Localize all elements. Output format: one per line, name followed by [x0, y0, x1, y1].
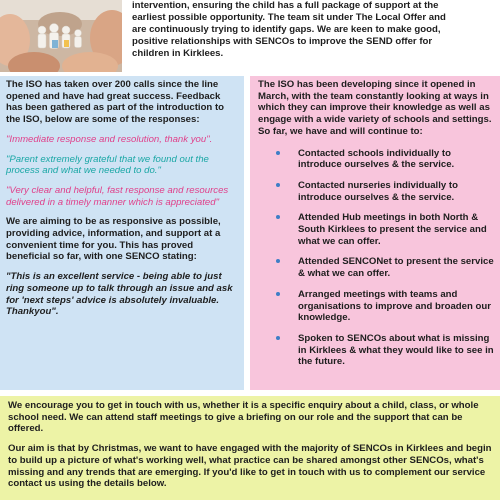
hands-family-photo: [0, 0, 122, 72]
feedback-panel: [0, 76, 244, 390]
bullet-icon: [276, 292, 280, 296]
intro-line: positive relationships with SENCOs to improve the SEND offer for: [132, 36, 433, 48]
list-item: Contacted schools individually to introduce ourselves & the service.: [268, 148, 494, 171]
bullet-icon: [276, 336, 280, 340]
intro-text: [132, 0, 496, 60]
responsive-text: We are aiming to be as responsive as possible, providing advice, information, and support at a convenient time for you. This has proved beneficial so far, with one SENCO stating:: [6, 216, 221, 263]
bullet-icon: [276, 259, 280, 263]
aim-text: Our aim is that by Christmas, we want to have engaged with the majority of SENCOs in Kirklees and begin to build up a picture of what's working well, what practice can be shared amongst other SENCOs, what's missing and any trends that are emerging. If you'd like to get in touch with us to complement our service contact us using the details below.: [8, 443, 492, 490]
bullet-icon: [276, 215, 280, 219]
intro-line: intervention, ensuring the child has a full package of support at the: [132, 0, 439, 11]
intro-line: are continuously trying to identify gaps. We are keen to make good,: [132, 24, 441, 36]
feedback-quote: "Immediate response and resolution, thank you".: [6, 133, 213, 145]
feedback-intro: The ISO has taken over 200 calls since the line opened and have had great success. Feedback has been gathered as part of the introduction to the ISO, below are some of the responses:: [6, 79, 225, 126]
list-item: Arranged meetings with teams and organisations to improve and broaden our knowledge.: [268, 289, 494, 324]
encourage-text: We encourage you to get in touch with us, whether it is a specific enquiry about a child, class, or whole school need. We can attend staff meetings to give a briefing on our role and the support that can be offered.: [8, 400, 479, 435]
contact-panel: [0, 396, 500, 500]
list-item: Contacted nurseries individually to introduce ourselves & the service.: [268, 180, 494, 203]
feedback-quote: "Very clear and helpful, fast response and resources delivered in a timely manner which is appreciated": [6, 184, 229, 208]
bullet-icon: [276, 183, 280, 187]
senco-quote: "This is an excellent service - being able to just ring someone up to talk through an issue and ask for 'next steps' advice is absolutely invaluable. Thankyou".: [6, 271, 233, 318]
intro-line: children in Kirklees.: [132, 48, 224, 60]
list-item: Attended SENCONet to present the service & what we can offer.: [268, 256, 494, 279]
intro-line: earliest possible opportunity. The team sit under The Local Offer and: [132, 12, 446, 24]
activity-list: [258, 148, 494, 369]
feedback-quote: "Parent extremely grateful that we found out the process and what we needed to do.": [6, 153, 209, 177]
list-item: Attended Hub meetings in both North & South Kirklees to present the service and what we can offer.: [268, 212, 494, 247]
bullet-icon: [276, 151, 280, 155]
development-panel: [250, 76, 500, 390]
list-item: Spoken to SENCOs about what is missing in Kirklees & what they would like to see in the future.: [268, 333, 494, 368]
hands-family-illustration: [0, 0, 122, 72]
development-intro: The ISO has been developing since it opened in March, with the team constantly looking at ways in which they can improve their knowledge as well as engage with a wide variety of schools and settings. So far, we have and will continue to:: [258, 79, 492, 137]
